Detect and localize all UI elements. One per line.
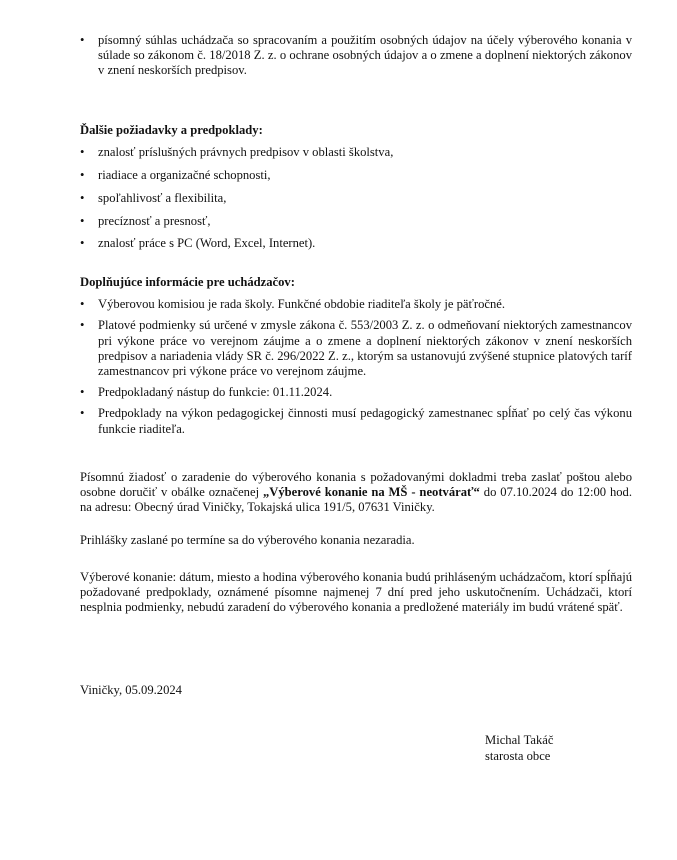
late-note: Prihlášky zaslané po termíne sa do výberového konania nezaradia. [80, 533, 415, 547]
consent-item: • písomný súhlas uchádzača so spracovaním a použitím osobných údajov na účely výberového konania v súlade so zákonom č. 18/2018 Z. z. o ochrane osobných údajov a o zmene a doplnení niektorých zákonov v znení neskorších predpisov. [80, 33, 632, 79]
info-item: • Platové podmienky sú určené v zmysle zákona č. 553/2003 Z. z. o odmeňovaní niektorých zamestnancov pri výkone práce vo verejnom záujme a o zmene a doplnení niektorých zákonov v znení neskorších predpisov a nariadenia vlády SR č. 296/2022 Z. z., ktorým sa ustanovujú zvýšené stupnice platových taríf zamestnancov pri výkone práce vo verejnom záujme. [80, 318, 632, 379]
requirement-item: • precíznosť a presnosť, [80, 214, 632, 229]
requirement-item: • znalosť práce s PC (Word, Excel, Internet). [80, 236, 632, 251]
requirements-section [80, 123, 632, 252]
requirement-item: • riadiace a organizačné schopnosti, [80, 168, 632, 183]
signature-block [485, 733, 553, 764]
application-deadline: do 07.10.2024 do 12:00 hod. na adresu: Obecný úrad Viničky, Tokajská ulica 191/5, 07631 Viničky. [80, 485, 632, 515]
application-paragraph [80, 470, 632, 516]
place-date: Viničky, 05.09.2024 [80, 683, 182, 697]
consent-list [80, 33, 632, 79]
signatory-title: starosta obce [485, 749, 551, 764]
application-text: Písomnú žiadosť o zaradenie do výberového konania s požadovanými dokladmi treba zaslať poštou alebo osobne doručiť v obálke označenej [80, 470, 632, 500]
info-list [80, 297, 632, 437]
envelope-label: „Výberové konanie na MŠ - neotvárať“ [262, 485, 480, 500]
signatory-name: Michal Takáč [485, 733, 554, 747]
info-section [80, 275, 632, 437]
requirement-item: • spoľahlivosť a flexibilita, [80, 191, 632, 206]
consent-section [80, 33, 632, 79]
info-item: • Predpoklady na výkon pedagogickej činnosti musí pedagogický zamestnanec spĺňať po celý čas výkonu funkcie riaditeľa. [80, 406, 632, 436]
requirements-list [80, 145, 632, 251]
requirements-heading: Ďalšie požiadavky a predpoklady: [80, 123, 263, 137]
info-heading: Doplňujúce informácie pre uchádzačov: [80, 275, 295, 289]
info-item: • Predpokladaný nástup do funkcie: 01.11.2024. [80, 385, 632, 400]
requirement-item: • znalosť príslušných právnych predpisov v oblasti školstva, [80, 145, 632, 160]
selection-paragraph: Výberové konanie: dátum, miesto a hodina výberového konania budú prihláseným uchádzačom, ktorí spĺňajú požadované predpoklady, oznámené písomne najmenej 7 dní pred jeho uskutočnením. Uchádzači, ktorí nesplnia podmienky, nebudú zaradení do výberového konania a predložené materiály im budú vrátené späť. [80, 570, 632, 615]
info-item: • Výberovou komisiou je rada školy. Funkčné obdobie riaditeľa školy je päťročné. [80, 297, 632, 312]
